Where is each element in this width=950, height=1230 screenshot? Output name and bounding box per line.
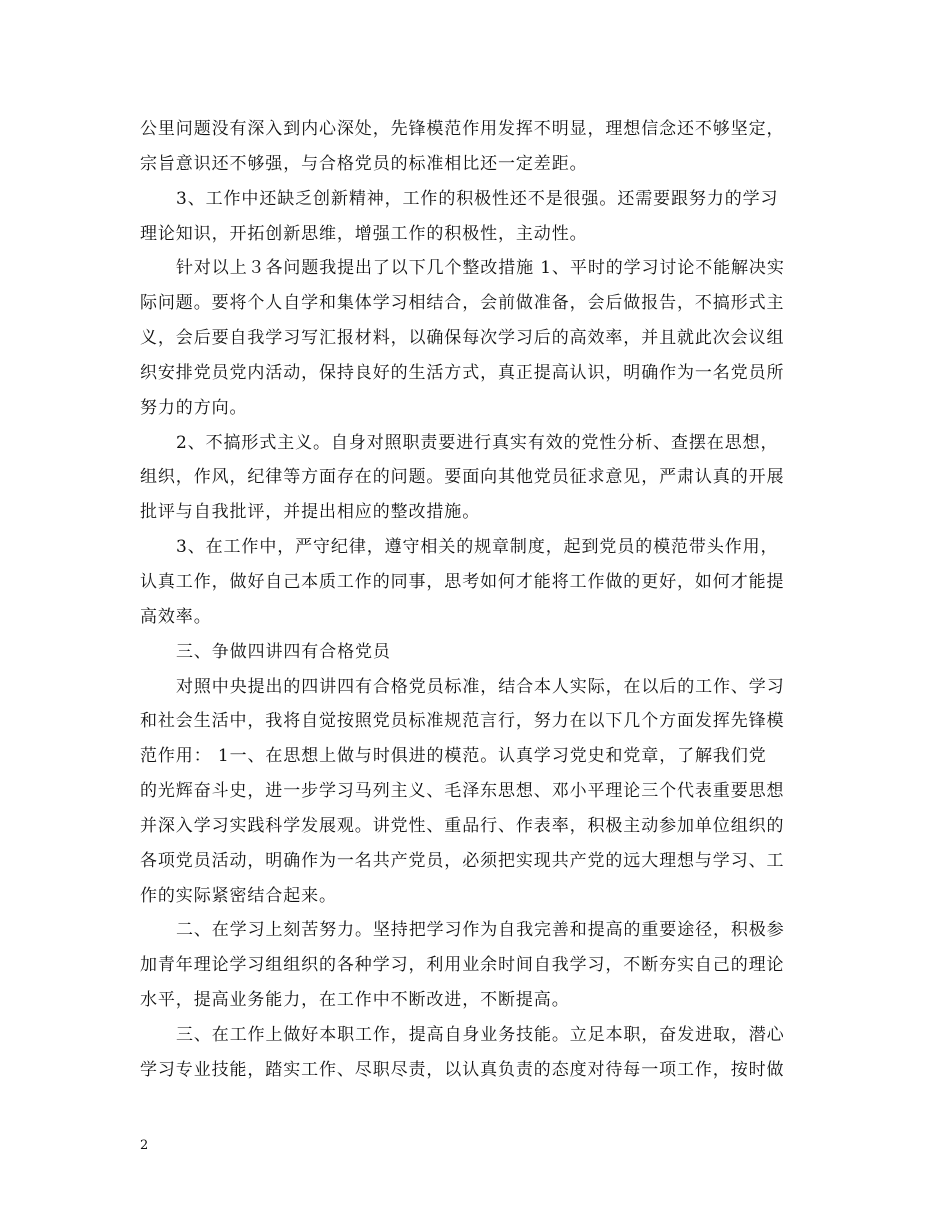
- text-line: 认真工作，做好自己本质工作的同事，思考如何才能将工作做的更好，如何才能提: [140, 571, 785, 592]
- text-line: 理论知识，开拓创新思维，增强工作的积极性，主动性。: [140, 223, 588, 244]
- text-line: 2、不搞形式主义。自身对照职责要进行真实有效的党性分析、查摆在思想，: [176, 432, 779, 453]
- text-line: 针对以上３各问题我提出了以下几个整改措施 1、平时的学习讨论不能解决实: [176, 258, 785, 279]
- text-line: 批评与自我批评，并提出相应的整改措施。: [140, 502, 481, 523]
- text-line: 作的实际紧密结合起来。: [140, 885, 337, 906]
- text-line: 宗旨意识还不够强，与合格党员的标准相比还一定差距。: [140, 153, 588, 174]
- text-line: 织安排党员党内活动，保持良好的生活方式，真正提高认识，明确作为一名党员所: [140, 362, 785, 383]
- text-line: 高效率。: [140, 606, 212, 627]
- text-line: 和社会生活中，我将自觉按照党员标准规范言行，努力在以下几个方面发挥先锋模: [140, 711, 785, 732]
- text-line: 际问题。要将个人自学和集体学习相结合，会前做准备，会后做报告，不搞形式主: [140, 293, 785, 314]
- text-line: 加青年理论学习组组织的各种学习，利用业余时间自我学习，不断夯实自己的理论: [140, 955, 785, 976]
- text-line: 水平，提高业务能力，在工作中不断改进，不断提高。: [140, 990, 570, 1011]
- text-line: 各项党员活动，明确作为一名共产党员，必须把实现共产党的远大理想与学习、工: [140, 850, 785, 871]
- page-number: 2: [140, 1138, 149, 1153]
- text-line: 3、工作中还缺乏创新精神，工作的积极性还不是很强。还需要跟努力的学习: [176, 188, 779, 209]
- text-line: 义，会后要自我学习写汇报材料，以确保每次学习后的高效率，并且就此次会议组: [140, 328, 785, 349]
- text-line: 范作用： 1一、在思想上做与时俱进的模范。认真学习党史和党章，了解我们党: [140, 746, 767, 767]
- text-line: 组织，作风，纪律等方面存在的问题。要面向其他党员征求意见，严肃认真的开展: [140, 467, 785, 488]
- text-line: 努力的方向。: [140, 397, 248, 418]
- text-line: 对照中央提出的四讲四有合格党员标准，结合本人实际，在以后的工作、学习: [176, 676, 785, 697]
- text-line: 三、争做四讲四有合格党员: [176, 641, 391, 662]
- text-line: 公里问题没有深入到内心深处，先锋模范作用发挥不明显，理想信念还不够坚定，: [140, 119, 785, 139]
- document-body: [140, 112, 816, 1088]
- text-line: 三、在工作上做好本职工作，提高自身业务技能。立足本职，奋发进取，潜心: [176, 1024, 785, 1045]
- text-line: 学习专业技能，踏实工作、尽职尽责，以认真负责的态度对待每一项工作，按时做: [140, 1059, 785, 1080]
- text-line: 二、在学习上刻苦努力。坚持把学习作为自我完善和提高的重要途径，积极参: [176, 920, 785, 941]
- text-line: 并深入学习实践科学发展观。讲党性、重品行、作表率，积极主动参加单位组织的: [140, 815, 785, 836]
- text-line: 3、在工作中，严守纪律，遵守相关的规章制度，起到党员的模范带头作用，: [176, 537, 779, 558]
- text-line: 的光辉奋斗史，进一步学习马列主义、毛泽东思想、邓小平理论三个代表重要思想: [140, 781, 785, 802]
